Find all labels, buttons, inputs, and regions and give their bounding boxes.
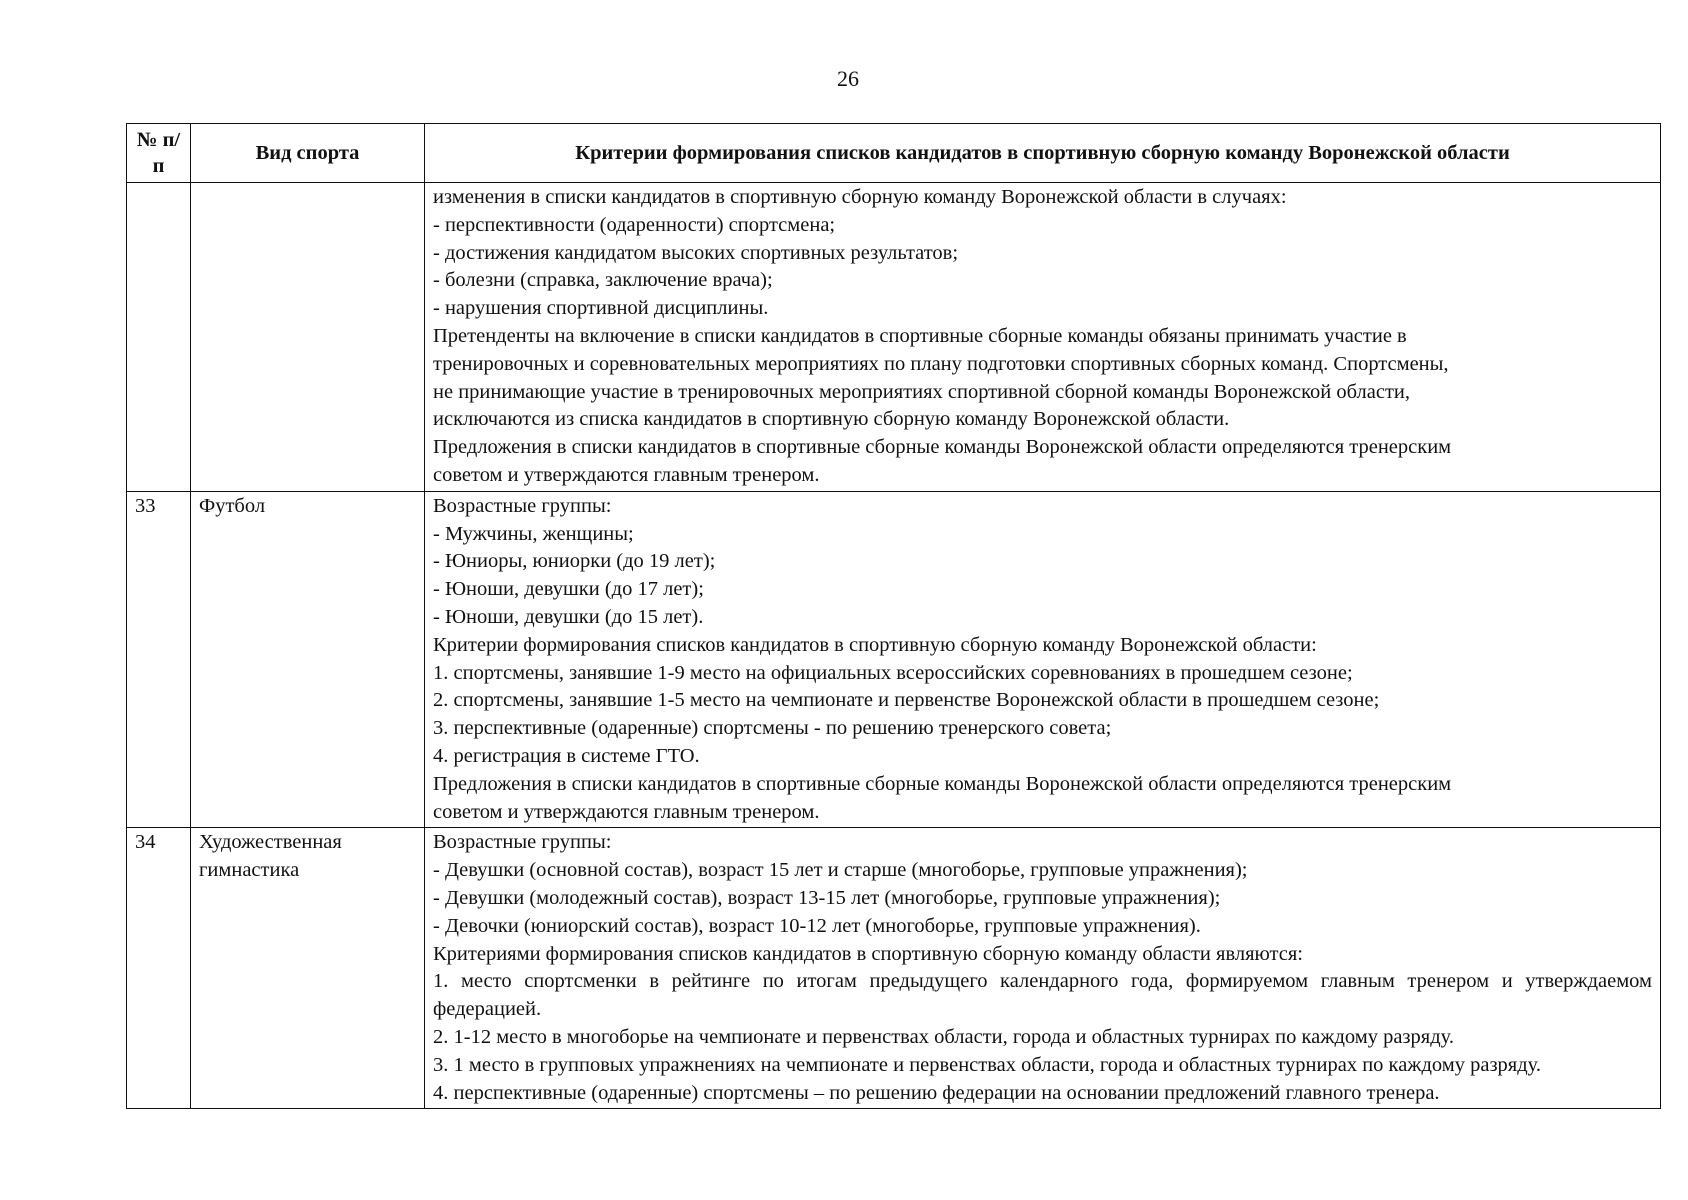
criteria-line: 1. место спортсменки в рейтинге по итогам предыдущего календарного года, формируемом главным тренером и утверждаемом федерацией. (433, 970, 1652, 1021)
row-number: 33 (127, 491, 191, 828)
row-criteria (425, 828, 1661, 1109)
criteria-line: 1. спортсмены, занявшие 1-9 место на официальных всероссийских соревнованиях в прошедшем сезоне; (433, 661, 1353, 684)
criteria-line: - Юноши, девушки (до 17 лет); (433, 578, 704, 601)
header-number: № п/п (127, 124, 191, 183)
table-header-row (127, 124, 1661, 183)
criteria-line: - перспективности (одаренности) спортсмена; (433, 213, 836, 236)
criteria-line: - болезни (справка, заключение врача); (433, 269, 773, 292)
criteria-table (126, 123, 1661, 1109)
criteria-line: - Мужчины, женщины; (433, 522, 634, 545)
row-sport: Художественная гимнастика (191, 828, 425, 1109)
header-criteria: Критерии формирования списков кандидатов в спортивную сборную команду Воронежской области (425, 124, 1661, 183)
criteria-line: 3. 1 место в групповых упражнениях на чемпионате и первенствах области, города и областных турнирах по каждому разряду. (433, 1053, 1541, 1076)
criteria-line: Возрастные группы: (433, 494, 612, 517)
page-number: 26 (837, 66, 859, 91)
criteria-line: Возрастные группы: (433, 831, 612, 854)
criteria-line: Предложения в списки кандидатов в спортивные сборные команды Воронежской области определяются тренерским (433, 772, 1452, 795)
criteria-line: Претенденты на включение в списки кандидатов в спортивные сборные команды обязаны принимать участие в (433, 324, 1407, 347)
row-number (127, 183, 191, 492)
criteria-line: - Юниоры, юниорки (до 19 лет); (433, 550, 716, 573)
row-criteria (425, 183, 1661, 492)
row-sport: Футбол (191, 491, 425, 828)
row-number: 34 (127, 828, 191, 1109)
criteria-line: - Девушки (молодежный состав), возраст 13-15 лет (многоборье, групповые упражнения); (433, 886, 1221, 909)
criteria-line: советом и утверждаются главным тренером. (433, 800, 820, 823)
table-row (127, 828, 1661, 1109)
criteria-line: - Юноши, девушки (до 15 лет). (433, 605, 704, 628)
criteria-line: - Девочки (юниорский состав), возраст 10-12 лет (многоборье, групповые упражнения). (433, 914, 1201, 937)
criteria-line: Предложения в списки кандидатов в спортивные сборные команды Воронежской области определяются тренерским (433, 436, 1452, 459)
criteria-line: Критериями формирования списков кандидатов в спортивную сборную команду области являются: (433, 942, 1303, 965)
criteria-line: 4. перспективные (одаренные) спортсмены – по решению федерации на основании предложений главного тренера. (433, 1081, 1440, 1104)
criteria-line: - Девушки (основной состав), возраст 15 лет и старше (многоборье, групповые упражнения); (433, 859, 1248, 882)
criteria-line: тренировочных и соревновательных мероприятиях по плану подготовки спортивных сборных команд. Спортсмены, (433, 352, 1449, 375)
criteria-line: 2. 1-12 место в многоборье на чемпионате и первенствах области, города и областных турнирах по каждому разряду. (433, 1025, 1454, 1048)
criteria-line: 3. перспективные (одаренные) спортсмены - по решению тренерского совета; (433, 717, 1112, 740)
criteria-line: Критерии формирования списков кандидатов в спортивную сборную команду Воронежской области: (433, 633, 1317, 656)
criteria-line: - нарушения спортивной дисциплины. (433, 297, 769, 320)
criteria-line: исключаются из списка кандидатов в спортивную сборную команду Воронежской области. (433, 408, 1230, 431)
table-row (127, 183, 1661, 492)
criteria-line: изменения в списки кандидатов в спортивную сборную команду Воронежской области в случаях: (433, 186, 1287, 208)
criteria-line: не принимающие участие в тренировочных мероприятиях спортивной сборной команды Воронежской области, (433, 380, 1411, 403)
row-criteria (425, 491, 1661, 828)
criteria-line: 2. спортсмены, занявшие 1-5 место на чемпионате и первенстве Воронежской области в прошедшем сезоне; (433, 689, 1380, 712)
criteria-line: 4. регистрация в системе ГТО. (433, 744, 700, 767)
header-sport: Вид спорта (191, 124, 425, 183)
criteria-line: советом и утверждаются главным тренером. (433, 463, 820, 486)
criteria-line: - достижения кандидатом высоких спортивных результатов; (433, 241, 959, 264)
table-row (127, 491, 1661, 828)
row-sport (191, 183, 425, 492)
